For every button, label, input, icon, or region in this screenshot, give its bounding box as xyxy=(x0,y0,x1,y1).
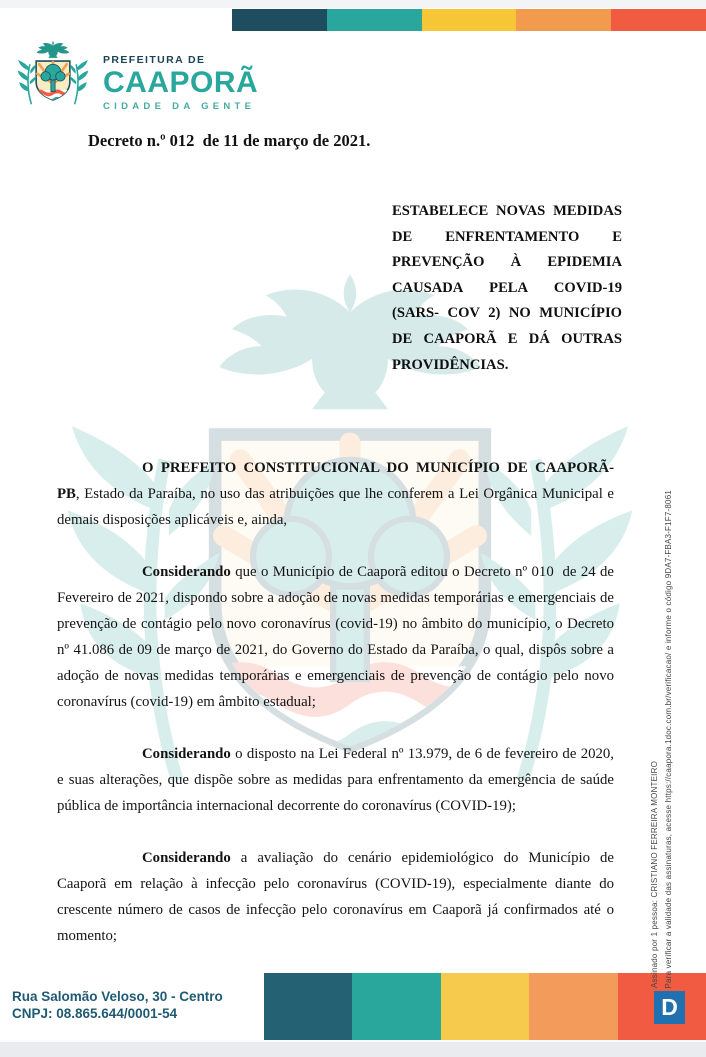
considerando-bold-lead: Considerando xyxy=(142,564,231,580)
onedoc-logo-letter: D xyxy=(661,994,678,1020)
color-bar-segment xyxy=(232,9,327,31)
decree-body xyxy=(57,455,614,975)
logo-slogan: CIDADE DA GENTE xyxy=(103,101,256,112)
color-bar-segment xyxy=(352,973,440,1040)
paragraph-considerando-2 xyxy=(57,741,614,819)
footer-cnpj: CNPJ: 08.865.644/0001-54 xyxy=(12,1006,178,1021)
bottom-edge-strip xyxy=(0,1040,706,1057)
footer-address: Rua Salomão Veloso, 30 - Centro xyxy=(12,989,223,1004)
color-bar-segment xyxy=(441,973,529,1040)
signature-sidebar-verification: Para verificar a validade das assinaturas, acesse https://caapora.1doc.com.br/verificacao/ e informe o código 9DA7-FBA3-F1F7-8061 xyxy=(664,489,673,988)
signature-sidebar-signers: Assinado por 1 pessoa: CRISTIANO FERREIRA MONTEIRO xyxy=(650,761,659,988)
city-logo xyxy=(103,54,258,112)
top-color-bar xyxy=(232,9,706,31)
preamble-bold-lead: O PREFEITO CONSTITUCIONAL DO MUNICÍPIO DE CAAPORÃ-PB xyxy=(57,460,614,502)
logo-city-name: CAAPORÃ xyxy=(103,66,259,99)
top-edge-strip xyxy=(0,0,706,8)
color-bar-segment xyxy=(516,9,611,31)
onedoc-logo xyxy=(654,991,685,1024)
color-bar-segment xyxy=(529,973,617,1040)
considerando-text: a avaliação do cenário epidemiológico do Município de Caaporã em relação à infecção pelo coronavírus (COVID-19), especialmente diante do crescente número de casos de infecção pelo coronavírus em Caaporã já confirmados até o momento; xyxy=(57,850,614,944)
considerando-text: o disposto na Lei Federal nº 13.979, de 6 de fevereiro de 2020, e suas alterações, que dispõe sobre as medidas para enfrentamento da emergência de saúde pública de importância internacional decorrente do coronavírus (COVID-19); xyxy=(57,746,614,814)
color-bar-segment xyxy=(327,9,422,31)
city-crest-icon xyxy=(16,40,90,119)
color-bar-segment xyxy=(611,9,706,31)
considerando-bold-lead: Considerando xyxy=(142,746,231,762)
logo-org-name: PREFEITURA DE xyxy=(103,54,206,66)
paragraph-considerando-3 xyxy=(57,845,614,949)
decree-summary: ESTABELECE NOVAS MEDIDAS DE ENFRENTAMENTO E PREVENÇÃO À EPIDEMIA CAUSADA PELA COVID-19 (SARS- COV 2) NO MUNICÍPIO DE CAAPORÃ E DÁ OUTRAS PROVIDÊNCIAS. xyxy=(392,203,622,373)
footer-color-bar xyxy=(264,973,706,1040)
footer-address-block xyxy=(12,988,223,1022)
considerando-bold-lead: Considerando xyxy=(142,850,231,866)
paragraph-considerando-1 xyxy=(57,559,614,715)
paragraph-preamble xyxy=(57,455,614,533)
color-bar-segment xyxy=(264,973,352,1040)
decree-number-line: Decreto n.º 012 de 11 de março de 2021. xyxy=(88,131,371,150)
color-bar-segment xyxy=(422,9,517,31)
preamble-text: , Estado da Paraíba, no uso das atribuições que lhe conferem a Lei Orgânica Municipal e demais disposições aplicáveis e, ainda, xyxy=(57,486,614,528)
considerando-text: que o Município de Caaporã editou o Decreto nº 010 de 24 de Fevereiro de 2021, dispondo sobre a adoção de novas medidas temporárias e emergenciais de prevenção de contágio pelo novo coronavírus (covid-19) no âmbito do município, o Decreto nº 41.086 de 09 de março de 2021, do Governo do Estado da Paraíba, o qual, dispôs sobre a adoção de novas medidas temporárias e emergenciais de prevenção de contágio pelo novo coronavírus (covid-19) em âmbito estadual; xyxy=(57,564,614,710)
